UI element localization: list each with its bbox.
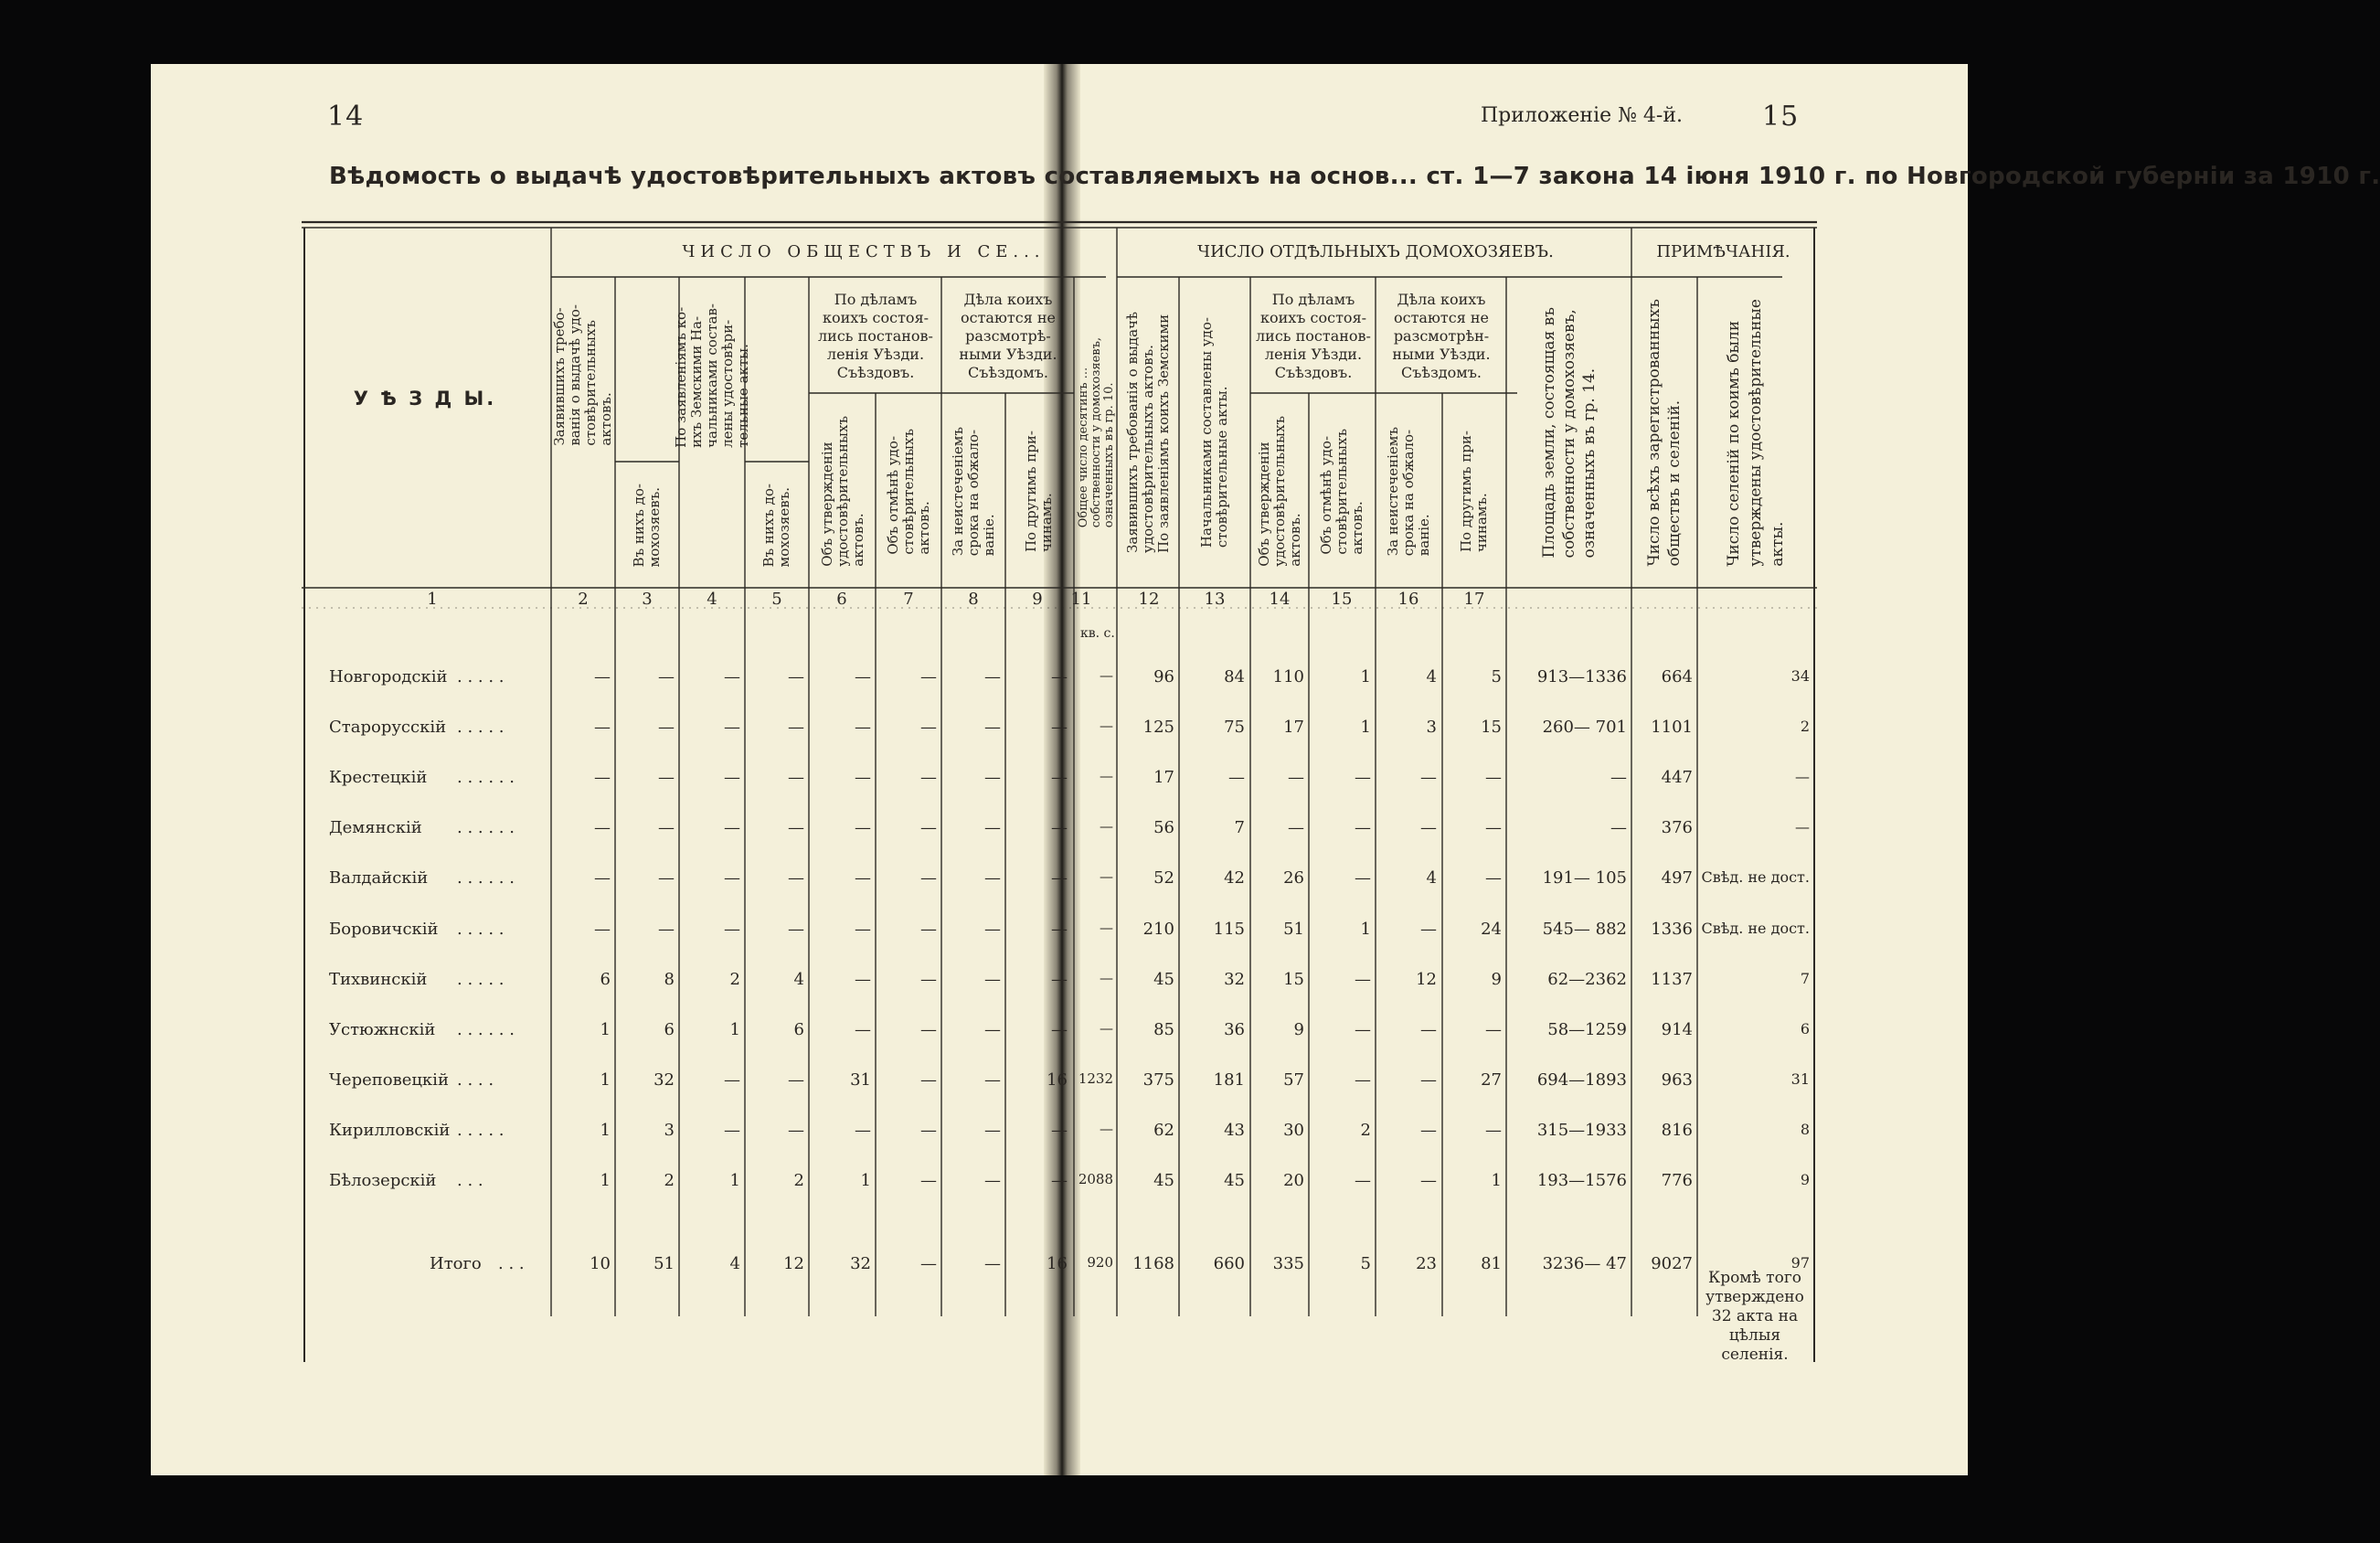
column-number: 2 [578, 590, 589, 609]
cell-c2: 10 [590, 1254, 611, 1273]
column-number: 13 [1204, 590, 1226, 609]
cell-c17: 24 [1481, 920, 1502, 939]
cell-c14: — [1288, 818, 1304, 837]
cell-c5: — [788, 1070, 804, 1090]
cell-c19: 963 [1661, 1070, 1693, 1090]
cell-c9: — [1051, 718, 1068, 737]
cell-c16: — [1420, 1121, 1437, 1140]
cell-c15: — [1355, 970, 1371, 989]
cell-c3: 32 [653, 1070, 675, 1090]
leader-dots: . . . . . . [457, 818, 515, 837]
header-c2: Заявившихъ требо- ванія о выдачѣ удо- стовѣрительныхъ актовъ. [551, 304, 614, 446]
cell-c9: — [1051, 1171, 1068, 1190]
cell-c14: 30 [1283, 1121, 1304, 1140]
cell-c3: 6 [664, 1020, 675, 1039]
total-label: Итого [430, 1254, 482, 1273]
cell-c20: Свѣд. не дост. [1701, 868, 1810, 886]
column-number: 5 [771, 590, 782, 609]
cell-c4: — [724, 1121, 740, 1140]
cell-c13: 84 [1224, 667, 1245, 686]
cell-c18: — [1610, 768, 1627, 787]
column-number: 17 [1463, 590, 1485, 609]
cell-c15: 2 [1360, 1121, 1371, 1140]
cell-c4: — [724, 818, 740, 837]
document-title: Вѣдомость о выдачѣ удостовѣрительныхъ актовъ составляемыхъ на основ... ст. 1—7 закона 14 іюня 1910 г. по Новгородской губерніи за 1910 г. [329, 163, 2380, 190]
subheading-po-delam-left: По дѣламъ коихъ состоя-лись постанов-ленія Уѣзди. Съѣздовъ. [818, 291, 933, 381]
cell-c17: 15 [1481, 718, 1502, 737]
group-heading-domokhozyaev: ЧИСЛО ОТДѢЛЬНЫХЪ ДОМОХОЗЯЕВЪ. [1197, 242, 1554, 261]
cell-c17: — [1485, 818, 1502, 837]
cell-c7: — [920, 920, 937, 939]
cell-c17: 1 [1491, 1171, 1502, 1190]
cell-c14: 15 [1283, 970, 1304, 989]
cell-c13: 660 [1213, 1254, 1245, 1273]
cell-c17: 27 [1481, 1070, 1502, 1090]
cell-c20: 7 [1800, 970, 1810, 987]
cell-c8: — [984, 970, 1001, 989]
cell-c18: 315—1933 [1536, 1121, 1627, 1140]
cell-c9: — [1051, 868, 1068, 888]
cell-c2: — [594, 920, 611, 939]
cell-c2: — [594, 768, 611, 787]
right-page-number: 15 [1762, 101, 1800, 133]
cell-c18: 191— 105 [1542, 868, 1627, 888]
cell-c9: — [1051, 1020, 1068, 1039]
cell-c20: 6 [1800, 1020, 1810, 1038]
cell-c4: 2 [729, 970, 740, 989]
cell-c19: 447 [1661, 768, 1693, 787]
cell-c6: — [855, 667, 871, 686]
cell-c12: 210 [1142, 920, 1174, 939]
uezd-name: Валдайскій [329, 868, 429, 888]
cell-c11: — [1100, 1121, 1113, 1137]
cell-c20: Свѣд. не дост. [1701, 920, 1810, 937]
uezd-name: Крестецкій [329, 768, 428, 787]
cell-c6: — [855, 970, 871, 989]
cell-c13: — [1228, 768, 1245, 787]
cell-c9: — [1051, 818, 1068, 837]
cell-c13: 115 [1213, 920, 1245, 939]
cell-c15: — [1355, 1070, 1371, 1090]
cell-c3: — [658, 768, 675, 787]
cell-c6: — [855, 1121, 871, 1140]
cell-c9: 16 [1047, 1070, 1068, 1090]
cell-c17: — [1485, 868, 1502, 888]
cell-c13: 43 [1224, 1121, 1245, 1140]
cell-c15: — [1355, 818, 1371, 837]
cell-c20: 31 [1790, 1070, 1810, 1088]
cell-c2: 1 [600, 1070, 611, 1090]
cell-c3: 3 [664, 1121, 675, 1140]
column-number: 8 [968, 590, 979, 609]
cell-c11: — [1100, 818, 1113, 835]
left-page-number: 14 [327, 101, 365, 133]
cell-c18: 3236— 47 [1542, 1254, 1627, 1273]
header-c4: По заявленіямъ ко- ихъ Земскими На- чальниками состав- лены удостовѣри- тельные акты. [672, 303, 751, 448]
cell-c8: — [984, 868, 1001, 888]
cell-c12: 17 [1153, 768, 1174, 787]
cell-c3: — [658, 667, 675, 686]
cell-c17: 81 [1481, 1254, 1502, 1273]
cell-c14: 57 [1283, 1070, 1304, 1090]
cell-c12: 125 [1142, 718, 1174, 737]
cell-c12: 45 [1153, 1171, 1174, 1190]
column-number: 14 [1269, 590, 1291, 609]
cell-c13: 42 [1224, 868, 1245, 888]
cell-c3: — [658, 718, 675, 737]
cell-c19: 1101 [1651, 718, 1693, 737]
cell-c17: — [1485, 1020, 1502, 1039]
cell-c6: 1 [860, 1171, 871, 1190]
cell-c14: 20 [1283, 1171, 1304, 1190]
cell-c16: — [1420, 1070, 1437, 1090]
cell-c19: 1137 [1651, 970, 1693, 989]
cell-c16: — [1420, 818, 1437, 837]
leader-dots: . . . . . [457, 667, 505, 686]
cell-c6: — [855, 718, 871, 737]
cell-c16: — [1420, 1020, 1437, 1039]
column-number: 7 [903, 590, 914, 609]
uezd-name: Тихвинскій [329, 970, 428, 989]
cell-c14: 26 [1283, 868, 1304, 888]
cell-c4: 1 [729, 1020, 740, 1039]
cell-c3: — [658, 920, 675, 939]
header-c9: По другимъ при- чинамъ. [1023, 430, 1055, 553]
cell-c7: — [920, 1171, 937, 1190]
cell-c2: 1 [600, 1171, 611, 1190]
cell-c7: — [920, 1121, 937, 1140]
cell-c16: — [1420, 768, 1437, 787]
cell-c2: 6 [600, 970, 611, 989]
header-c7: Объ отмѣнѣ удо- стовѣрительныхъ актовъ. [884, 428, 932, 555]
cell-c4: 4 [729, 1254, 740, 1273]
cell-c19: 664 [1661, 667, 1693, 686]
cell-c20: — [1795, 768, 1810, 785]
cell-c8: — [984, 1020, 1001, 1039]
cell-c17: 5 [1491, 667, 1502, 686]
uezd-name: Демянскій [329, 818, 422, 837]
cell-c9: 16 [1047, 1254, 1068, 1273]
cell-c19: 9027 [1651, 1254, 1693, 1273]
header-c16: За неистеченіемъ срока на обжало- ваніе. [1385, 426, 1432, 557]
cell-c3: 8 [664, 970, 675, 989]
cell-c15: 1 [1360, 667, 1371, 686]
cell-c5: 12 [783, 1254, 804, 1273]
cell-c6: — [855, 1020, 871, 1039]
cell-c15: — [1355, 1171, 1371, 1190]
column-number: 3 [642, 590, 653, 609]
cell-c14: 51 [1283, 920, 1304, 939]
cell-c7: — [920, 868, 937, 888]
cell-c20: 9 [1800, 1171, 1810, 1188]
group-heading-obshchestv: ЧИСЛО ОБЩЕСТВЪ И СЕ... [682, 242, 1046, 261]
column-number: 16 [1397, 590, 1419, 609]
cell-c16: 3 [1426, 718, 1437, 737]
leader-dots: . . . . . [457, 920, 505, 939]
cell-c2: — [594, 718, 611, 737]
cell-c16: 4 [1426, 868, 1437, 888]
cell-c6: — [855, 920, 871, 939]
cell-c2: — [594, 667, 611, 686]
subheading-dela-koikh-left: Дѣла коихъ остаются не разсмотрѣ-ными Уѣзди. Съѣздомъ. [959, 291, 1057, 381]
header-c20: Число селеній по коимъ были утверждены удостовѣрительные акты. [1725, 298, 1787, 567]
cell-c20: — [1795, 818, 1810, 835]
cell-c4: — [724, 768, 740, 787]
cell-c7: — [920, 1020, 937, 1039]
cell-c14: — [1288, 768, 1304, 787]
cell-c2: — [594, 818, 611, 837]
cell-c19: 1336 [1651, 920, 1693, 939]
group-heading-primechaniya: ПРИМѢЧАНІЯ. [1656, 242, 1790, 261]
cell-c6: — [855, 868, 871, 888]
column-number: 4 [707, 590, 717, 609]
header-c18: Площадь земли, состоящая въ собственности у домохозяевъ, означенныхъ въ гр. 14. [1539, 306, 1599, 559]
uezd-name: Череповецкій [329, 1070, 449, 1090]
cell-c19: 914 [1661, 1020, 1693, 1039]
cell-c13: 36 [1224, 1020, 1245, 1039]
cell-c18: 913—1336 [1536, 667, 1627, 686]
cell-c3: 2 [664, 1171, 675, 1190]
header-c13: Начальниками составлены удо- стовѣрительные акты. [1198, 316, 1230, 548]
column-number: 11 [1070, 590, 1092, 609]
cell-c7: — [920, 768, 937, 787]
cell-c12: 85 [1153, 1020, 1174, 1039]
cell-c19: 376 [1661, 818, 1693, 837]
column-number: 9 [1032, 590, 1043, 609]
cell-c12: 375 [1142, 1070, 1174, 1090]
cell-c20: 97 [1790, 1254, 1810, 1272]
cell-c14: 9 [1293, 1020, 1304, 1039]
cell-c7: — [920, 718, 937, 737]
cell-c2: 1 [600, 1121, 611, 1140]
cell-c8: — [984, 768, 1001, 787]
cell-c5: — [788, 920, 804, 939]
cell-c3: 51 [653, 1254, 675, 1273]
cell-c13: 32 [1224, 970, 1245, 989]
cell-c20: 8 [1800, 1121, 1810, 1138]
cell-c16: — [1420, 1171, 1437, 1190]
header-c6: Объ утвержденіи удостовѣрительныхъ актовъ. [818, 416, 866, 567]
cell-c4: — [724, 718, 740, 737]
uezd-name: Устюжнскій [329, 1020, 436, 1039]
cell-c16: 23 [1416, 1254, 1437, 1273]
cell-c2: — [594, 868, 611, 888]
leader-dots: . . . . . . [457, 868, 515, 888]
cell-c5: 4 [793, 970, 804, 989]
header-c3: Въ нихъ до- мохозяевъ. [631, 484, 663, 568]
cell-c7: — [920, 667, 937, 686]
cell-c6: 31 [850, 1070, 871, 1090]
cell-c5: — [788, 1121, 804, 1140]
cell-c8: — [984, 920, 1001, 939]
cell-c11: — [1100, 667, 1113, 684]
cell-c11: 2088 [1078, 1171, 1113, 1187]
column-number: 6 [836, 590, 847, 609]
subheading-dela-koikh-right: Дѣла коихъ остаются не разсмотрѣн-ными Уѣзди. Съѣздомъ. [1392, 291, 1491, 381]
cell-c8: — [984, 1121, 1001, 1140]
cell-c5: — [788, 667, 804, 686]
cell-c12: 45 [1153, 970, 1174, 989]
cell-c18: — [1610, 818, 1627, 837]
cell-c6: — [855, 818, 871, 837]
cell-c4: — [724, 868, 740, 888]
header-c5: Въ нихъ до- мохозяевъ. [760, 484, 792, 568]
leader-dots: . . . . [457, 1070, 494, 1090]
total-note: Кромѣ того утверждено 32 акта на цѣлыя селенія. [1705, 1269, 1804, 1364]
cell-c17: — [1485, 768, 1502, 787]
cell-c11: — [1100, 768, 1113, 784]
uezd-name: Боровичскій [329, 920, 439, 939]
header-c15: Объ отмѣнѣ удо- стовѣрительныхъ актовъ. [1318, 428, 1365, 555]
header-c17: По другимъ при- чинамъ. [1458, 430, 1490, 553]
uezd-name: Новгородскій [329, 667, 448, 686]
column-number: 12 [1138, 590, 1160, 609]
cell-c8: — [984, 1070, 1001, 1090]
cell-c15: — [1355, 1020, 1371, 1039]
cell-c4: — [724, 920, 740, 939]
cell-c7: — [920, 970, 937, 989]
header-c11: Общее число десятинъ ... собственности у домохозяевъ, означенныхъ въ гр. 10. [1077, 336, 1116, 528]
cell-c18: 260— 701 [1542, 718, 1627, 737]
header-c19: Число всѣхъ зарегистрованныхъ обществъ и селеній. [1645, 298, 1684, 567]
leader-dots: . . . . . . [457, 768, 515, 787]
cell-c18: 694—1893 [1536, 1070, 1627, 1090]
cell-c18: 545— 882 [1542, 920, 1627, 939]
cell-c16: 4 [1426, 667, 1437, 686]
header-c14: Объ утвержденіи удостовѣрительныхъ актовъ. [1255, 416, 1303, 567]
cell-c7: — [920, 1254, 937, 1273]
leader-dots: . . . [457, 1171, 483, 1190]
header-c8: За неистеченіемъ срока на обжало- ваніе. [949, 426, 997, 557]
cell-c18: 62—2362 [1547, 970, 1627, 989]
leader-dots: . . . . . [457, 718, 505, 737]
cell-c19: 776 [1661, 1171, 1693, 1190]
cell-c19: 497 [1661, 868, 1693, 888]
cell-c8: — [984, 818, 1001, 837]
cell-c14: 335 [1272, 1254, 1304, 1273]
leader-dots: . . . [498, 1254, 525, 1273]
cell-c14: 110 [1272, 667, 1304, 686]
cell-c2: 1 [600, 1020, 611, 1039]
cell-c15: 1 [1360, 920, 1371, 939]
column-number: 1 [427, 590, 438, 609]
cell-c5: — [788, 718, 804, 737]
cell-c12: 96 [1153, 667, 1174, 686]
cell-c11: — [1100, 970, 1113, 986]
cell-c15: — [1355, 868, 1371, 888]
unit-kv-s: кв. с. [1080, 626, 1115, 641]
cell-c11: 920 [1087, 1254, 1113, 1271]
cell-c3: — [658, 868, 675, 888]
cell-c5: — [788, 818, 804, 837]
cell-c5: — [788, 768, 804, 787]
cell-c8: — [984, 718, 1001, 737]
cell-c8: — [984, 1254, 1001, 1273]
cell-c13: 75 [1224, 718, 1245, 737]
leader-dots: . . . . . [457, 970, 505, 989]
cell-c6: 32 [850, 1254, 871, 1273]
leader-dots: . . . . . . [457, 1020, 515, 1039]
cell-c9: — [1051, 768, 1068, 787]
cell-c20: 2 [1800, 718, 1810, 735]
header-c12: Заявившихъ требованія о выдачѣ удостовѣрительныхъ актовъ. По заявленіямъ коихъ Земскими [1123, 312, 1172, 553]
cell-c14: 17 [1283, 718, 1304, 737]
cell-c9: — [1051, 920, 1068, 939]
cell-c11: — [1100, 718, 1113, 734]
cell-c7: — [920, 1070, 937, 1090]
uezd-name: Кирилловскій [329, 1121, 451, 1140]
cell-c7: — [920, 818, 937, 837]
column-number: 15 [1331, 590, 1353, 609]
cell-c12: 1168 [1132, 1254, 1174, 1273]
uezd-name: Старорусскій [329, 718, 447, 737]
cell-c9: — [1051, 970, 1068, 989]
cell-c16: — [1420, 920, 1437, 939]
cell-c5: — [788, 868, 804, 888]
cell-c6: — [855, 768, 871, 787]
cell-c3: — [658, 818, 675, 837]
cell-c15: 5 [1360, 1254, 1371, 1273]
cell-c4: — [724, 667, 740, 686]
cell-c4: — [724, 1070, 740, 1090]
uezdy-heading: У Ѣ З Д Ы. [353, 388, 497, 410]
cell-c11: 1232 [1078, 1070, 1113, 1087]
cell-c15: 1 [1360, 718, 1371, 737]
cell-c4: 1 [729, 1171, 740, 1190]
cell-c13: 7 [1234, 818, 1245, 837]
cell-c17: 9 [1491, 970, 1502, 989]
cell-c11: — [1100, 1020, 1113, 1037]
cell-c9: — [1051, 667, 1068, 686]
cell-c18: 193—1576 [1536, 1171, 1627, 1190]
cell-c8: — [984, 667, 1001, 686]
cell-c11: — [1100, 868, 1113, 885]
cell-c8: — [984, 1171, 1001, 1190]
cell-c12: 56 [1153, 818, 1174, 837]
cell-c15: — [1355, 768, 1371, 787]
cell-c19: 816 [1661, 1121, 1693, 1140]
appendix-label: Приложеніе № 4-й. [1481, 104, 1684, 127]
cell-c18: 58—1259 [1547, 1020, 1627, 1039]
cell-c11: — [1100, 920, 1113, 936]
cell-c5: 2 [793, 1171, 804, 1190]
cell-c13: 45 [1224, 1171, 1245, 1190]
cell-c17: — [1485, 1121, 1502, 1140]
cell-c5: 6 [793, 1020, 804, 1039]
cell-c9: — [1051, 1121, 1068, 1140]
cell-c13: 181 [1213, 1070, 1245, 1090]
cell-c16: 12 [1416, 970, 1437, 989]
subheading-po-delam-right: По дѣламъ коихъ состоя-лись постанов-ленія Уѣзди. Съѣздовъ. [1256, 291, 1371, 381]
cell-c12: 62 [1153, 1121, 1174, 1140]
leader-dots: . . . . . [457, 1121, 505, 1140]
cell-c20: 34 [1790, 667, 1810, 685]
cell-c12: 52 [1153, 868, 1174, 888]
uezd-name: Бѣлозерскій [329, 1171, 437, 1190]
